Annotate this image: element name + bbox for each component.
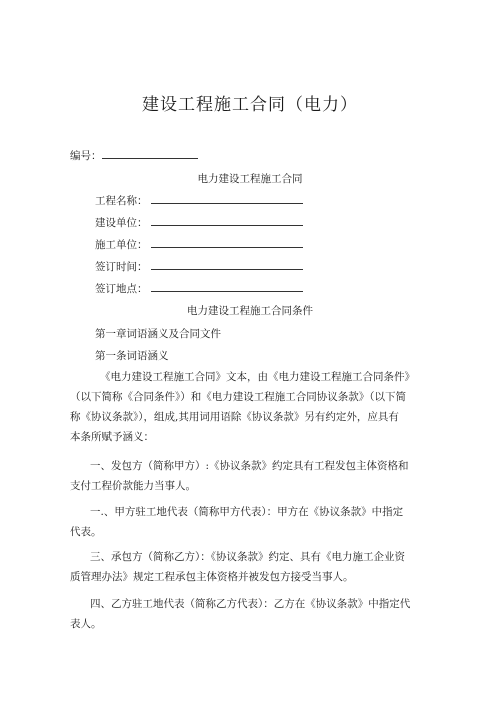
field-sign-place — [95, 281, 303, 296]
contract-number-label: 编号： — [70, 150, 102, 162]
conditions-title: 电力建设工程施工合同条件 — [187, 305, 313, 317]
field-owner-unit — [95, 215, 303, 230]
field-blank — [151, 259, 303, 270]
paragraph-line: 代表。 — [70, 526, 102, 538]
intro-paragraph — [70, 367, 440, 447]
field-label: 签订地点： — [95, 283, 148, 295]
paragraph-line: 一.、甲方驻工地代表（简称甲方代表）：甲方在《协议条款》中指定 — [90, 506, 404, 518]
article-heading: 第一条词语涵义 — [95, 350, 169, 362]
field-label: 签订时间： — [95, 261, 148, 273]
field-label: 工程名称： — [95, 195, 148, 207]
chapter-heading: 第一章词语涵义及合同文件 — [95, 328, 221, 340]
paragraph-line: 支付工程价款能力当事人。 — [70, 480, 196, 492]
paragraph-line: 称《协议条款》），组成,其用词用语除《协议条款》另有约定外，应具有 — [70, 411, 399, 423]
field-blank — [151, 237, 303, 248]
field-blank — [151, 215, 303, 226]
field-blank — [151, 281, 303, 292]
paragraph-line: 质管理办法》规定工程承包主体资格并被发包方接受当事人。 — [70, 571, 354, 583]
contract-number — [70, 148, 198, 163]
document-title: 建设工程施工合同（电力） — [142, 95, 358, 115]
field-blank — [151, 193, 303, 204]
contract-subtitle: 电力建设工程施工合同 — [197, 173, 303, 185]
item-1-paragraph — [70, 456, 440, 496]
item-2-paragraph — [70, 502, 440, 542]
paragraph-line: 四、乙方驻工地代表（简称乙方代表）：乙方在《协议条款》中指定代 — [90, 598, 411, 610]
item-4-paragraph — [70, 594, 440, 634]
paragraph-line: 《电力建设工程施工合同》文本，由《电力建设工程施工合同条件》 — [100, 371, 415, 383]
field-label: 建设单位： — [95, 217, 148, 229]
field-contractor-unit — [95, 237, 303, 252]
paragraph-line: 表人。 — [70, 618, 102, 630]
paragraph-line: 本条所赋予涵义： — [70, 431, 154, 443]
paragraph-line: 一、发包方（简称甲方）:《协议条款》约定具有工程发包主体资格和 — [90, 460, 409, 472]
field-label: 施工单位： — [95, 239, 148, 251]
paragraph-line: （以下简称《合同条件》）和《电力建设工程施工合同协议条款》（以下简 — [70, 391, 406, 403]
contract-number-blank — [102, 148, 198, 159]
paragraph-line: 三、承包方（简称乙方）：《协议条款》约定、具有《电力施工企业资 — [90, 551, 405, 563]
field-sign-date — [95, 259, 303, 274]
field-project-name — [95, 193, 303, 208]
item-3-paragraph — [70, 547, 440, 587]
